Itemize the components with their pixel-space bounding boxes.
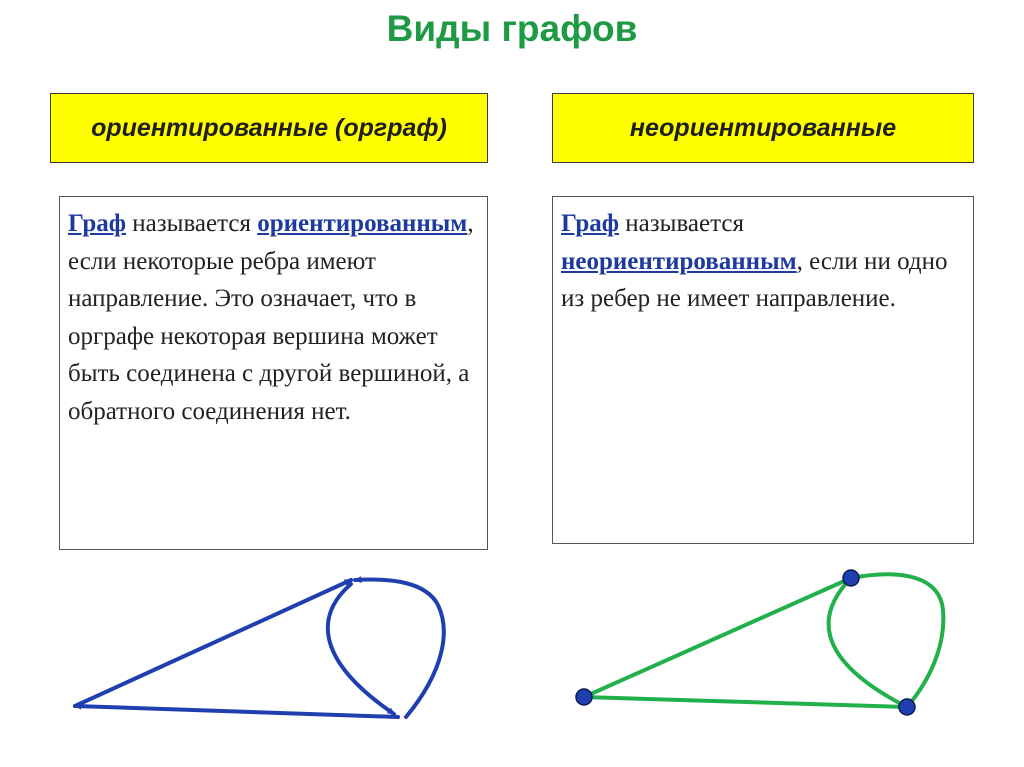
undirected-edge-inner-curve [829,578,907,707]
undirected-term: неориентированным [561,247,797,275]
directed-header: ориентированные (орграф) [50,93,488,163]
graph-term: Граф [68,210,127,237]
definition-text: называется [126,210,258,237]
undirected-edge-bottom [584,697,907,707]
undirected-graph [576,570,943,715]
vertex-top [843,570,859,586]
undirected-header: неориентированные [552,93,974,163]
definition-text: , если ни одно из ребер не имеет направление. [561,247,948,312]
vertex-bottom-right [899,699,915,715]
directed-edge-bottom [75,706,398,717]
directed-edge-inner-curve [328,584,394,714]
definition-text: , если некоторые ребра имеют направление. Это означает, что в орграфе некоторая вершина может быть соединена с другой вершиной, а обратного соединения нет. [68,210,474,425]
undirected-edge-outer-curve [851,574,943,707]
directed-term: ориентированным [257,210,468,237]
vertex-left [576,689,592,705]
directed-graph [75,580,444,717]
page-title: Виды графов [386,8,638,49]
graph-term: Граф [561,210,620,237]
directed-edge-top [75,580,351,706]
undirected-edge-top [584,578,851,697]
definition-text: называется [619,210,744,237]
